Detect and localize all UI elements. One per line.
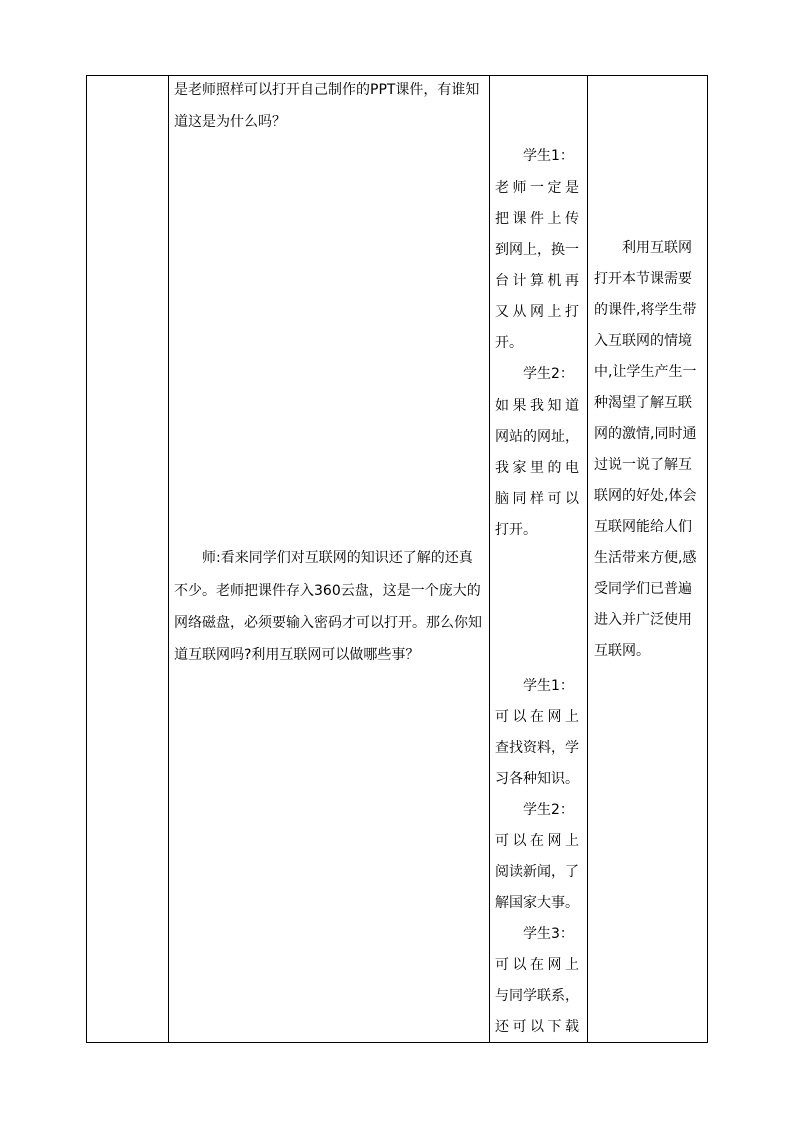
student-answer-line: 台计算机再 bbox=[495, 273, 579, 289]
student-answer-line: 开。 bbox=[495, 335, 523, 351]
intent-line: 利用互联网 bbox=[622, 240, 692, 256]
table-bottom-border bbox=[86, 1042, 708, 1043]
intent-line: 受同学们已普遍 bbox=[594, 581, 692, 597]
intent-line: 网的激情,同时通 bbox=[594, 426, 697, 442]
student-answer-line: 与同学联系， bbox=[495, 988, 579, 1004]
intent-line: 生活带来方便,感 bbox=[594, 550, 697, 566]
teacher-line-3: 师:看来同学们对互联网的知识还了解的还真 bbox=[202, 550, 473, 566]
student-label: 学生1： bbox=[523, 678, 574, 694]
intent-line: 中,让学生产生一 bbox=[594, 364, 697, 380]
student-answer-line: 查找资料，学 bbox=[495, 740, 579, 756]
intent-line: 互联网能给人们 bbox=[594, 519, 692, 535]
student-answer-line: 把课件上传 bbox=[495, 211, 579, 227]
student-answer-line: 可以在网上 bbox=[495, 833, 579, 849]
student-answer-line: 老师一定是 bbox=[495, 180, 579, 196]
intent-line: 进入并广泛使用 bbox=[594, 612, 692, 628]
student-answer-line: 又从网上打 bbox=[495, 304, 579, 320]
intent-line: 互联网。 bbox=[594, 643, 650, 659]
student-answer-line: 习各种知识。 bbox=[495, 771, 579, 787]
student-answer-line: 脑同样可以 bbox=[495, 491, 579, 507]
intent-line: 入互联网的情境 bbox=[594, 333, 692, 349]
intent-line: 的课件,将学生带 bbox=[594, 302, 697, 318]
teacher-line-4: 不少。老师把课件存入360云盘，这是一个庞大的 bbox=[174, 583, 481, 599]
student-label: 学生2： bbox=[523, 366, 574, 382]
student-answer-line: 到网上，换一 bbox=[495, 242, 579, 258]
teacher-line-2: 道这是为什么吗？ bbox=[174, 114, 286, 130]
student-answer-line: 我家里的电 bbox=[495, 460, 579, 476]
table-top-border bbox=[86, 75, 708, 76]
column-divider-1 bbox=[168, 75, 169, 1043]
student-label: 学生1： bbox=[523, 148, 574, 164]
student-answer-line: 解国家大事。 bbox=[495, 895, 579, 911]
student-label: 学生3： bbox=[523, 926, 574, 942]
student-answer-line: 可以在网上 bbox=[495, 709, 579, 725]
student-answer-line: 还可以下载 bbox=[495, 1019, 579, 1035]
teacher-line-5: 网络磁盘，必须要输入密码才可以打开。那么你知 bbox=[174, 615, 482, 631]
intent-line: 种渴望了解互联 bbox=[594, 395, 692, 411]
student-answer-line: 可以在网上 bbox=[495, 957, 579, 973]
intent-line: 联网的好处,体会 bbox=[594, 488, 697, 504]
intent-line: 过说一说了解互 bbox=[594, 457, 692, 473]
student-answer-line: 网站的网址， bbox=[495, 429, 579, 445]
student-answer-line: 如果我知道 bbox=[495, 398, 579, 414]
table-left-border bbox=[86, 75, 87, 1043]
teacher-line-1: 是老师照样可以打开自己制作的PPT课件，有谁知 bbox=[174, 82, 480, 98]
student-answer-line: 打开。 bbox=[495, 522, 537, 538]
student-answer-line: 阅读新闻，了 bbox=[495, 864, 579, 880]
table-right-border bbox=[707, 75, 708, 1043]
teacher-line-6: 道互联网吗?利用互联网可以做哪些事？ bbox=[174, 647, 420, 663]
intent-line: 打开本节课需要 bbox=[594, 271, 692, 287]
student-label: 学生2： bbox=[523, 802, 574, 818]
column-divider-2 bbox=[489, 75, 490, 1043]
column-divider-3 bbox=[587, 75, 588, 1043]
